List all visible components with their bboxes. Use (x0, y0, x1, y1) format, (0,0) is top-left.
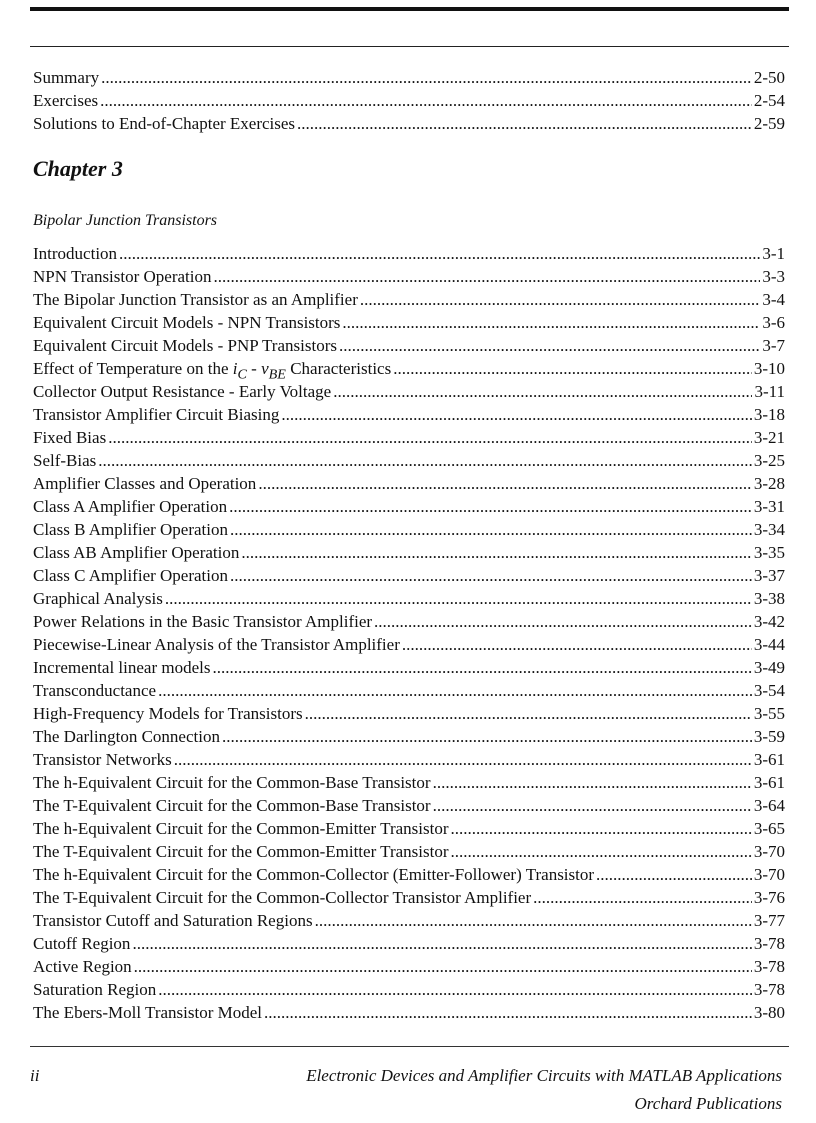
chapter-subtitle: Bipolar Junction Transistors (33, 212, 218, 229)
math-subscript: C (237, 366, 247, 383)
toc-entry-title (33, 771, 431, 794)
toc-entry (33, 955, 785, 978)
toc-entry-title-text: The T-Equivalent Circuit for the Common-Base Transistor (33, 796, 431, 815)
toc-entry (33, 702, 785, 725)
toc-entry-title-text: Power Relations in the Basic Transistor Amplifier (33, 612, 373, 631)
toc-entry-title-text: Cutoff Region (33, 934, 131, 953)
toc-entry-title-text: The T-Equivalent Circuit for the Common-Collector Transistor Amplifier (33, 888, 532, 907)
dot-leader (230, 518, 752, 541)
footer-publisher: Orchard Publications (634, 1094, 782, 1113)
toc-entry-title (33, 288, 358, 311)
toc-entry (33, 587, 785, 610)
toc-entry-title-text: Transistor Networks (33, 750, 172, 769)
dot-leader (229, 495, 752, 518)
dot-leader (212, 656, 751, 679)
toc-entry-title-text: Class B Amplifier Operation (33, 520, 229, 539)
toc-entry-title (33, 403, 279, 426)
toc-entry-title-text: Fixed Bias (33, 428, 107, 447)
toc-entry-page: 3-34 (753, 520, 785, 539)
dot-leader (230, 564, 752, 587)
toc-entry-title-text: The Darlington Connection (33, 727, 220, 746)
toc-entry-title (33, 748, 172, 771)
toc-entry (33, 518, 785, 541)
toc-entry-title-text: Equivalent Circuit Models - PNP Transistors (33, 336, 337, 355)
dot-leader (264, 1001, 752, 1024)
footer-divider (30, 1046, 789, 1047)
toc-entry-page: 3-42 (753, 612, 785, 631)
toc-entry (33, 610, 785, 633)
toc-entry-page: 3-7 (762, 336, 785, 355)
dot-leader (165, 587, 752, 610)
toc-entry-title-text: Collector Output Resistance - Early Voltage (33, 382, 332, 401)
toc-entry (33, 288, 785, 311)
dot-leader (393, 357, 752, 380)
header-divider (30, 46, 789, 47)
dot-leader (374, 610, 752, 633)
toc-entry-title-text: The h-Equivalent Circuit for the Common-Emitter Transistor (33, 819, 449, 838)
toc-entry-page: 3-18 (753, 405, 785, 424)
toc-entry-title (33, 334, 337, 357)
toc-entry-title-text: Transconductance (33, 681, 157, 700)
toc-entry (33, 265, 785, 288)
math-subscript: BE (268, 366, 286, 383)
toc-entry-title-text: Class A Amplifier Operation (33, 497, 228, 516)
toc-entry-page: 2-50 (753, 68, 785, 87)
toc-entry-title-text: Effect of Temperature on the (33, 359, 229, 378)
toc-entry-title (33, 380, 331, 403)
toc-entry-title (33, 633, 400, 656)
toc-entry-page: 3-76 (753, 888, 785, 907)
toc-entry-page: 3-6 (762, 313, 785, 332)
toc-entry-title (33, 1001, 262, 1024)
toc-entry (33, 748, 785, 771)
dot-leader (222, 725, 752, 748)
dot-leader (100, 89, 752, 112)
dot-leader (339, 334, 760, 357)
top-rule (30, 7, 789, 11)
toc-chapter-entries (33, 242, 785, 1024)
dot-leader (533, 886, 752, 909)
toc-entry-title (33, 449, 96, 472)
toc-entry (33, 66, 785, 89)
toc-entry-title-text: The T-Equivalent Circuit for the Common-Emitter Transistor (33, 842, 449, 861)
toc-entry (33, 311, 785, 334)
toc-entry-page: 3-64 (753, 796, 785, 815)
toc-entry-page: 3-28 (753, 474, 785, 493)
toc-entry-page: 3-11 (754, 382, 785, 401)
toc-entry-title-text: Equivalent Circuit Models - NPN Transistors (33, 313, 341, 332)
toc-entry-title (33, 587, 163, 610)
toc-entry-page: 2-59 (753, 114, 785, 133)
toc-entry (33, 771, 785, 794)
toc-entry-title (33, 564, 228, 587)
toc-entry-title-text: Transistor Amplifier Circuit Biasing (33, 405, 280, 424)
dot-leader (214, 265, 761, 288)
dot-leader (315, 909, 752, 932)
dot-leader (596, 863, 752, 886)
toc-entry (33, 840, 785, 863)
toc-entry-title (33, 840, 449, 863)
dot-leader (101, 66, 752, 89)
toc-entry-title (33, 541, 239, 564)
toc-entry-title (33, 817, 449, 840)
toc-entry-title (33, 932, 130, 955)
toc-entry-page: 3-54 (753, 681, 785, 700)
toc-entry-page: 3-49 (753, 658, 785, 677)
toc-entry (33, 679, 785, 702)
toc-entry (33, 89, 785, 112)
toc-entry-title-tail: Characteristics (285, 359, 392, 378)
toc-entry (33, 564, 785, 587)
dot-leader (258, 472, 752, 495)
dot-leader (342, 311, 760, 334)
toc-entry (33, 112, 785, 135)
toc-entry-title-text: Exercises (33, 91, 99, 110)
toc-entry-page: 3-78 (753, 980, 785, 999)
chapter-heading: Chapter 3 (33, 156, 123, 181)
toc-entry-title-text: Amplifier Classes and Operation (33, 474, 257, 493)
toc-entry-title (33, 656, 210, 679)
dot-leader (402, 633, 752, 656)
dot-leader (132, 932, 751, 955)
dot-leader (158, 679, 752, 702)
toc-entry (33, 449, 785, 472)
toc-entry-page: 3-31 (753, 497, 785, 516)
toc-entry-page: 3-21 (753, 428, 785, 447)
dot-leader (297, 112, 752, 135)
toc-entry-title (33, 242, 117, 265)
toc-entry-page: 3-3 (762, 267, 785, 286)
dot-leader (158, 978, 752, 1001)
toc-entry-page: 3-70 (753, 865, 785, 884)
dot-leader (134, 955, 752, 978)
dot-leader (174, 748, 752, 771)
dot-leader (119, 242, 760, 265)
toc-entry-page: 3-10 (753, 359, 785, 378)
toc-entry (33, 978, 785, 1001)
toc-entry (33, 357, 785, 383)
dot-leader (305, 702, 752, 725)
toc-entry-page: 3-61 (753, 750, 785, 769)
toc-entry-title-text: High-Frequency Models for Transistors (33, 704, 303, 723)
toc-entry (33, 656, 785, 679)
toc-entry-title (33, 518, 228, 541)
dot-leader (108, 426, 752, 449)
math-separator: - (246, 359, 262, 378)
toc-entry-title-text: The h-Equivalent Circuit for the Common-Base Transistor (33, 773, 431, 792)
toc-entry (33, 863, 785, 886)
toc-entry-title (33, 66, 99, 89)
toc-entry-title-text: The Ebers-Moll Transistor Model (33, 1003, 263, 1022)
toc-entry-title (33, 112, 295, 135)
toc-entry-title-text: Graphical Analysis (33, 589, 163, 608)
toc-entry-page: 3-37 (753, 566, 785, 585)
toc-entry-title (33, 426, 106, 449)
toc-entry-title (33, 909, 313, 932)
toc-entry-title-text: The h-Equivalent Circuit for the Common-Collector (Emitter-Follower) Transistor (33, 865, 595, 884)
toc-entry (33, 1001, 785, 1024)
toc-entry (33, 932, 785, 955)
dot-leader (433, 794, 752, 817)
toc-entry-title-text: Introduction (33, 244, 118, 263)
toc-entry (33, 794, 785, 817)
dot-leader (333, 380, 752, 403)
toc-entry-title-text: Solutions to End-of-Chapter Exercises (33, 114, 296, 133)
toc-entry (33, 403, 785, 426)
toc-entry-title-text: Saturation Region (33, 980, 157, 999)
toc-entry (33, 242, 785, 265)
toc-entry-title-text: NPN Transistor Operation (33, 267, 212, 286)
toc-entry-page: 3-59 (753, 727, 785, 746)
dot-leader (241, 541, 751, 564)
toc-entry-title-text: The Bipolar Junction Transistor as an Amplifier (33, 290, 358, 309)
toc-entry-page: 3-44 (753, 635, 785, 654)
toc-entry-page: 2-54 (753, 91, 785, 110)
toc-entry-title (33, 265, 212, 288)
dot-leader (360, 288, 760, 311)
dot-leader (433, 771, 752, 794)
dot-leader (98, 449, 752, 472)
toc-entry-page: 3-25 (753, 451, 785, 470)
dot-leader (451, 817, 752, 840)
toc-entry-title (33, 679, 156, 702)
toc-entry-title (33, 978, 156, 1001)
toc-entry (33, 495, 785, 518)
toc-entry-title (33, 955, 132, 978)
toc-entry-title (33, 311, 340, 334)
footer-book-title: Electronic Devices and Amplifier Circuits with MATLAB Applications (306, 1066, 782, 1085)
toc-entry-title (33, 610, 372, 633)
toc-entry-title (33, 472, 256, 495)
toc-entry-page: 3-61 (753, 773, 785, 792)
toc-entry-title-text: Summary (33, 68, 100, 87)
toc-entry (33, 725, 785, 748)
toc-entry-title-text: Incremental linear models (33, 658, 211, 677)
toc-entry-title (33, 495, 227, 518)
toc-entry (33, 541, 785, 564)
toc-entry (33, 817, 785, 840)
math-variable: i (232, 359, 238, 378)
math-variable: v (261, 359, 269, 378)
toc-entry-title-text: Class C Amplifier Operation (33, 566, 229, 585)
toc-entry-title (33, 725, 220, 748)
dot-leader (451, 840, 752, 863)
toc-previous-chapter-entries (33, 66, 785, 135)
toc-entry-page: 3-4 (762, 290, 785, 309)
dot-leader (281, 403, 751, 426)
toc-entry-title (33, 702, 303, 725)
toc-entry-page: 3-80 (753, 1003, 785, 1022)
toc-entry (33, 633, 785, 656)
toc-entry-page: 3-78 (753, 934, 785, 953)
toc-entry (33, 380, 785, 403)
toc-entry (33, 334, 785, 357)
toc-entry-title (33, 863, 594, 886)
toc-entry-title-text: Piecewise-Linear Analysis of the Transistor Amplifier (33, 635, 400, 654)
toc-entry-title-text: Class AB Amplifier Operation (33, 543, 240, 562)
toc-entry-page: 3-78 (753, 957, 785, 976)
toc-entry-page: 3-65 (753, 819, 785, 838)
toc-entry (33, 426, 785, 449)
footer-page-number: ii (30, 1066, 40, 1085)
toc-entry-title (33, 794, 431, 817)
toc-entry (33, 472, 785, 495)
toc-entry-page: 3-70 (753, 842, 785, 861)
toc-entry-title-text: Self-Bias (33, 451, 97, 470)
toc-entry-page: 3-38 (753, 589, 785, 608)
toc-entry-page: 3-55 (753, 704, 785, 723)
toc-entry (33, 909, 785, 932)
toc-entry-title-text: Transistor Cutoff and Saturation Regions (33, 911, 313, 930)
toc-entry-page: 3-35 (753, 543, 785, 562)
toc-entry-page: 3-77 (753, 911, 785, 930)
toc-entry-title (33, 89, 98, 112)
toc-entry-title (33, 886, 531, 909)
toc-entry (33, 886, 785, 909)
toc-entry-page: 3-1 (762, 244, 785, 263)
toc-entry-title-text: Active Region (33, 957, 132, 976)
